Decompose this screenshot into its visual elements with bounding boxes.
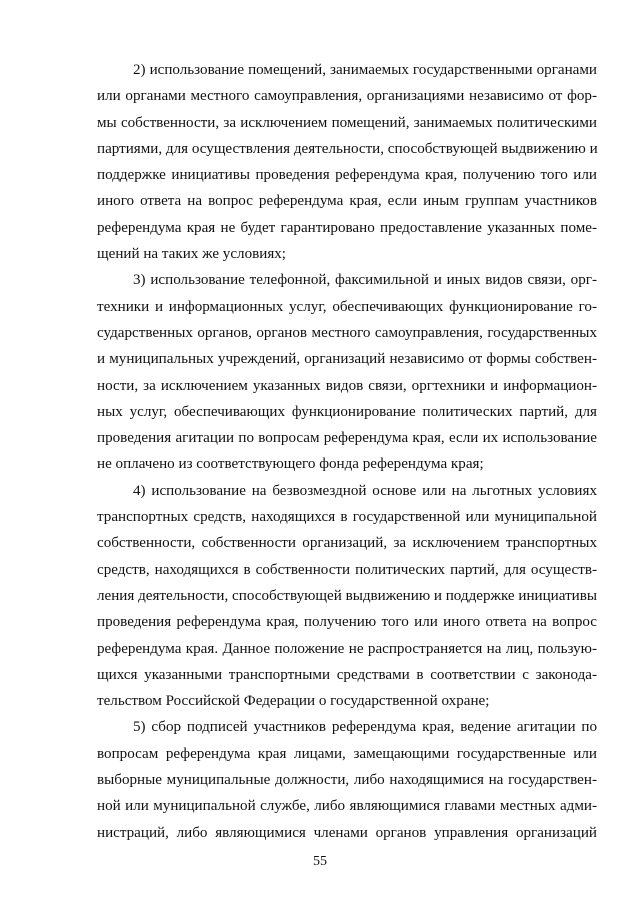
text-line: средств, находящихся в собственности политических партий, для осуществ-	[97, 561, 597, 578]
text-line: проведения референдума края, получению того или иного ответа на вопрос	[97, 614, 597, 631]
text-line: собственности, собственности организаций, за исключением транспортных	[97, 535, 597, 552]
text-line: или органами местного самоуправления, организациями независимо от фор-	[97, 88, 597, 105]
text-line: референдума края не будет гарантировано предоставление указанных поме-	[97, 219, 597, 236]
paragraph	[97, 57, 597, 267]
text-line: поддержке инициативы проведения референдума края, получению того или	[97, 167, 597, 184]
text-line: партиями, для осуществления деятельности, способствующей выдвижению и	[97, 140, 598, 157]
text-line: сударственных органов, органов местного самоуправления, государственных	[97, 324, 597, 341]
text-line: 4) использование на безвозмездной основе или на льготных условиях	[133, 482, 597, 499]
text-line: 2) использование помещений, занимаемых государственными органами	[133, 62, 597, 78]
text-line: выборные муниципальные должности, либо находящимися на государствен-	[97, 772, 597, 789]
paragraph	[97, 714, 597, 845]
text-line: не оплачено из соответствующего фонда референдума края;	[97, 456, 484, 473]
text-line: ных услуг, обеспечивающих функционирование политических партий, для	[97, 403, 597, 420]
text-line: и муниципальных учреждений, организаций независимо от формы собствен-	[97, 351, 597, 368]
text-line: ности, за исключением указанных видов связи, оргтехники и информацион-	[97, 377, 597, 394]
document-body	[97, 57, 597, 846]
text-line: иного ответа на вопрос референдума края, если иным группам участников	[97, 193, 597, 210]
paragraph	[97, 267, 597, 477]
text-line: щений на таких же условиях;	[97, 246, 287, 263]
text-line: нистраций, либо являющимися членами органов управления организаций	[97, 824, 597, 841]
text-line: 5) сбор подписей участников референдума края, ведение агитации по	[133, 719, 597, 736]
text-line: тельством Российской Федерации о государственной охране;	[97, 693, 490, 710]
text-line: проведения агитации по вопросам референдума края, если их использование	[97, 430, 597, 447]
text-line: транспортных средств, находящихся в государственной или муниципальной	[97, 509, 597, 526]
text-line: 3) использование телефонной, факсимильной и иных видов связи, орг-	[133, 272, 597, 289]
text-line: щихся указанными транспортными средствами в соответствии с законода-	[97, 666, 597, 683]
paragraph	[97, 478, 597, 715]
text-line: техники и информационных услуг, обеспечивающих функционирование го-	[97, 298, 597, 315]
page-number: 55	[313, 854, 327, 869]
text-line: ления деятельности, способствующей выдвижению и поддержке инициативы	[97, 587, 598, 604]
text-line: вопросам референдума края лицами, замещающими государственные или	[97, 745, 597, 762]
text-line: ной или муниципальной службе, либо являющимися главами местных адми-	[97, 798, 597, 815]
text-line: мы собственности, за исключением помещений, занимаемых политическими	[97, 114, 597, 131]
text-line: референдума края. Данное положение не распространяется на лиц, пользую-	[97, 640, 597, 657]
